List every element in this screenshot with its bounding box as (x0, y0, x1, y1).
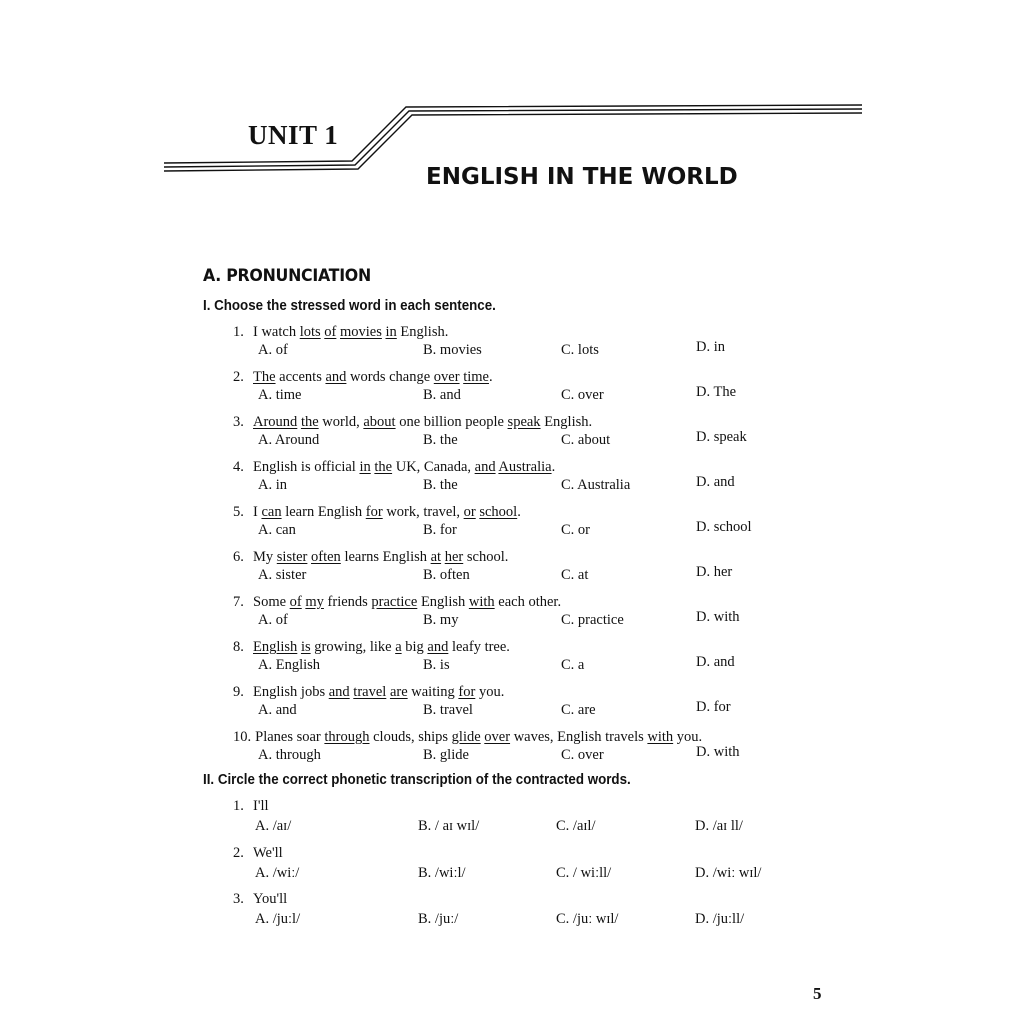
underlined-word: and (427, 639, 449, 655)
underlined-word: the (300, 414, 319, 430)
underlined-word: lots (299, 324, 321, 340)
underlined-word: and (328, 684, 350, 700)
answer-option[interactable]: A. time (258, 387, 302, 403)
sentence-text: leafy tree. (448, 639, 510, 655)
phonetic-option[interactable]: C. /juː wɪl/ (556, 911, 619, 927)
answer-option[interactable]: B. glide (423, 747, 469, 763)
sentence-text: growing, like (310, 639, 396, 655)
exercise-1-title: I. Choose the stressed word in each sentence. (203, 298, 496, 314)
underlined-word: over (433, 369, 460, 385)
sentence-text: UK, Canada, (392, 459, 475, 475)
question-number: 8. (233, 639, 244, 655)
sentence-text: I (253, 504, 262, 520)
question-number: 7. (233, 594, 244, 610)
answer-option[interactable]: B. the (423, 477, 458, 493)
question-number: 4. (233, 459, 244, 475)
answer-option[interactable]: C. are (561, 702, 596, 718)
underlined-word: and (325, 369, 347, 385)
answer-option[interactable]: B. travel (423, 702, 473, 718)
underlined-word: Australia (498, 459, 552, 475)
underlined-word: time (463, 369, 489, 385)
underlined-word: practice (371, 594, 418, 610)
answer-option[interactable]: A. English (258, 657, 321, 673)
phonetic-option[interactable]: D. /wiː wɪl/ (695, 865, 762, 881)
answer-option[interactable]: C. a (561, 657, 585, 673)
question-sentence (233, 369, 493, 386)
sentence-text: learn English (281, 504, 366, 520)
answer-option[interactable]: C. about (561, 432, 611, 448)
underlined-word: English (253, 639, 298, 655)
sentence-text: English. (396, 324, 449, 340)
question-sentence (233, 414, 592, 431)
answer-option[interactable]: D. The (696, 384, 737, 400)
sentence-text: work, travel, (382, 504, 464, 520)
answer-option[interactable]: C. over (561, 747, 604, 763)
answer-option[interactable]: D. in (696, 339, 725, 355)
underlined-word: Around (253, 414, 298, 430)
underlined-word: of (324, 324, 337, 340)
question-number: 3. (233, 891, 244, 907)
underlined-word: the (374, 459, 393, 475)
question-sentence (233, 459, 555, 476)
answer-option[interactable]: A. in (258, 477, 287, 493)
sentence-text: . (488, 369, 493, 385)
answer-option[interactable]: C. at (561, 567, 589, 583)
question-number: 1. (233, 798, 244, 814)
sentence-text: Some (253, 594, 290, 610)
question-number: 9. (233, 684, 244, 700)
question-number: 6. (233, 549, 244, 565)
underlined-word: in (359, 459, 371, 475)
question-sentence (233, 504, 521, 521)
answer-option[interactable]: C. or (561, 522, 590, 538)
section-title: A. PRONUNCIATION (203, 266, 371, 286)
underlined-word: is (300, 639, 311, 655)
contracted-word (233, 845, 283, 862)
underlined-word: with (647, 729, 674, 745)
sentence-text: clouds, ships (369, 729, 452, 745)
word-text: We'll (253, 845, 283, 861)
sentence-text: English jobs (253, 684, 329, 700)
answer-option[interactable]: A. Around (258, 432, 320, 448)
answer-option[interactable]: A. of (258, 342, 288, 358)
sentence-text: you. (475, 684, 505, 700)
question-sentence (233, 594, 561, 611)
sentence-text: big (401, 639, 428, 655)
answer-option[interactable]: D. speak (696, 429, 747, 445)
underlined-word: over (484, 729, 511, 745)
underlined-word: can (261, 504, 282, 520)
sentence-text: accents (275, 369, 326, 385)
underlined-word: at (430, 549, 442, 565)
answer-option[interactable]: B. often (423, 567, 470, 583)
underlined-word: through (324, 729, 370, 745)
question-number: 2. (233, 845, 244, 861)
phonetic-option[interactable]: C. / wiːll/ (556, 865, 612, 881)
word-text: I'll (253, 798, 269, 814)
answer-option[interactable]: B. is (423, 657, 450, 673)
underlined-word: are (389, 684, 408, 700)
answer-option[interactable]: D. school (696, 519, 752, 535)
answer-option[interactable]: A. sister (258, 567, 307, 583)
question-sentence (233, 729, 702, 746)
answer-option[interactable]: A. can (258, 522, 296, 538)
underlined-word: for (365, 504, 383, 520)
unit-title: ENGLISH IN THE WORLD (426, 164, 738, 190)
sentence-text: My (253, 549, 277, 565)
underlined-word: sister (276, 549, 308, 565)
underlined-word: a (395, 639, 402, 655)
sentence-text: I watch (253, 324, 300, 340)
sentence-text: . (517, 504, 521, 520)
question-sentence (233, 324, 448, 341)
underlined-word: movies (340, 324, 382, 340)
underlined-word: about (363, 414, 396, 430)
underlined-word: travel (353, 684, 387, 700)
word-text: You'll (253, 891, 288, 907)
question-number: 2. (233, 369, 244, 385)
answer-option[interactable]: B. my (423, 612, 459, 628)
sentence-text: friends (323, 594, 372, 610)
sentence-text: waiting (407, 684, 459, 700)
answer-option[interactable]: A. and (258, 702, 297, 718)
question-sentence (233, 549, 508, 566)
sentence-text: learns English (340, 549, 431, 565)
question-sentence (233, 639, 510, 656)
sentence-text: waves, English travels (510, 729, 648, 745)
sentence-text: Planes soar (255, 729, 325, 745)
underlined-word: school (479, 504, 518, 520)
answer-option[interactable]: D. and (696, 654, 735, 670)
question-number: 3. (233, 414, 244, 430)
answer-option[interactable]: B. the (423, 432, 458, 448)
answer-option[interactable]: C. lots (561, 342, 599, 358)
underlined-word: and (474, 459, 496, 475)
sentence-text: one billion people (395, 414, 508, 430)
phonetic-option[interactable]: A. /wiː/ (255, 865, 300, 881)
phonetic-option[interactable]: C. /aɪl/ (556, 818, 596, 834)
sentence-text: words change (346, 369, 434, 385)
underlined-word: glide (451, 729, 481, 745)
underlined-word: in (385, 324, 397, 340)
sentence-text: English. (540, 414, 593, 430)
answer-option[interactable]: B. and (423, 387, 461, 403)
underlined-word: her (444, 549, 464, 565)
answer-option[interactable]: C. practice (561, 612, 624, 628)
answer-option[interactable]: D. and (696, 474, 735, 490)
question-number: 1. (233, 324, 244, 340)
question-sentence (233, 684, 504, 701)
answer-option[interactable]: A. through (258, 747, 321, 763)
phonetic-option[interactable]: D. /aɪ ll/ (695, 818, 743, 834)
underlined-word: speak (507, 414, 541, 430)
question-number: 5. (233, 504, 244, 520)
answer-option[interactable]: C. Australia (561, 477, 631, 493)
sentence-text: English (417, 594, 469, 610)
answer-option[interactable]: B. movies (423, 342, 482, 358)
contracted-word (233, 798, 269, 815)
phonetic-option[interactable]: B. /wiːl/ (418, 865, 466, 881)
underlined-word: or (463, 504, 476, 520)
sentence-text: each other. (494, 594, 562, 610)
underlined-word: often (311, 549, 341, 565)
sentence-text: world, (318, 414, 364, 430)
underlined-word: The (253, 369, 276, 385)
sentence-text: school. (463, 549, 509, 565)
answer-option[interactable]: B. for (423, 522, 457, 538)
phonetic-option[interactable]: A. /aɪ/ (255, 818, 292, 834)
underlined-word: for (458, 684, 476, 700)
underlined-word: with (468, 594, 495, 610)
answer-option[interactable]: D. for (696, 699, 731, 715)
sentence-text: . (551, 459, 556, 475)
phonetic-option[interactable]: A. /juːl/ (255, 911, 301, 927)
phonetic-option[interactable]: D. /juːll/ (695, 911, 745, 927)
answer-option[interactable]: D. with (696, 609, 740, 625)
contracted-word (233, 891, 287, 908)
unit-label: UNIT 1 (248, 120, 339, 150)
answer-option[interactable]: D. with (696, 744, 740, 760)
question-number: 10. (233, 729, 252, 745)
underlined-word: of (289, 594, 302, 610)
answer-option[interactable]: C. over (561, 387, 604, 403)
underlined-word: my (305, 594, 324, 610)
phonetic-option[interactable]: B. / aɪ wɪl/ (418, 818, 480, 834)
answer-option[interactable]: D. her (696, 564, 733, 580)
sentence-text: you. (673, 729, 703, 745)
sentence-text: English is official (253, 459, 360, 475)
answer-option[interactable]: A. of (258, 612, 288, 628)
exercise-2-title: II. Circle the correct phonetic transcription of the contracted words. (203, 772, 631, 788)
phonetic-option[interactable]: B. /juː/ (418, 911, 459, 927)
page-number: 5 (813, 984, 822, 1003)
unit-header-rule (0, 0, 1024, 180)
